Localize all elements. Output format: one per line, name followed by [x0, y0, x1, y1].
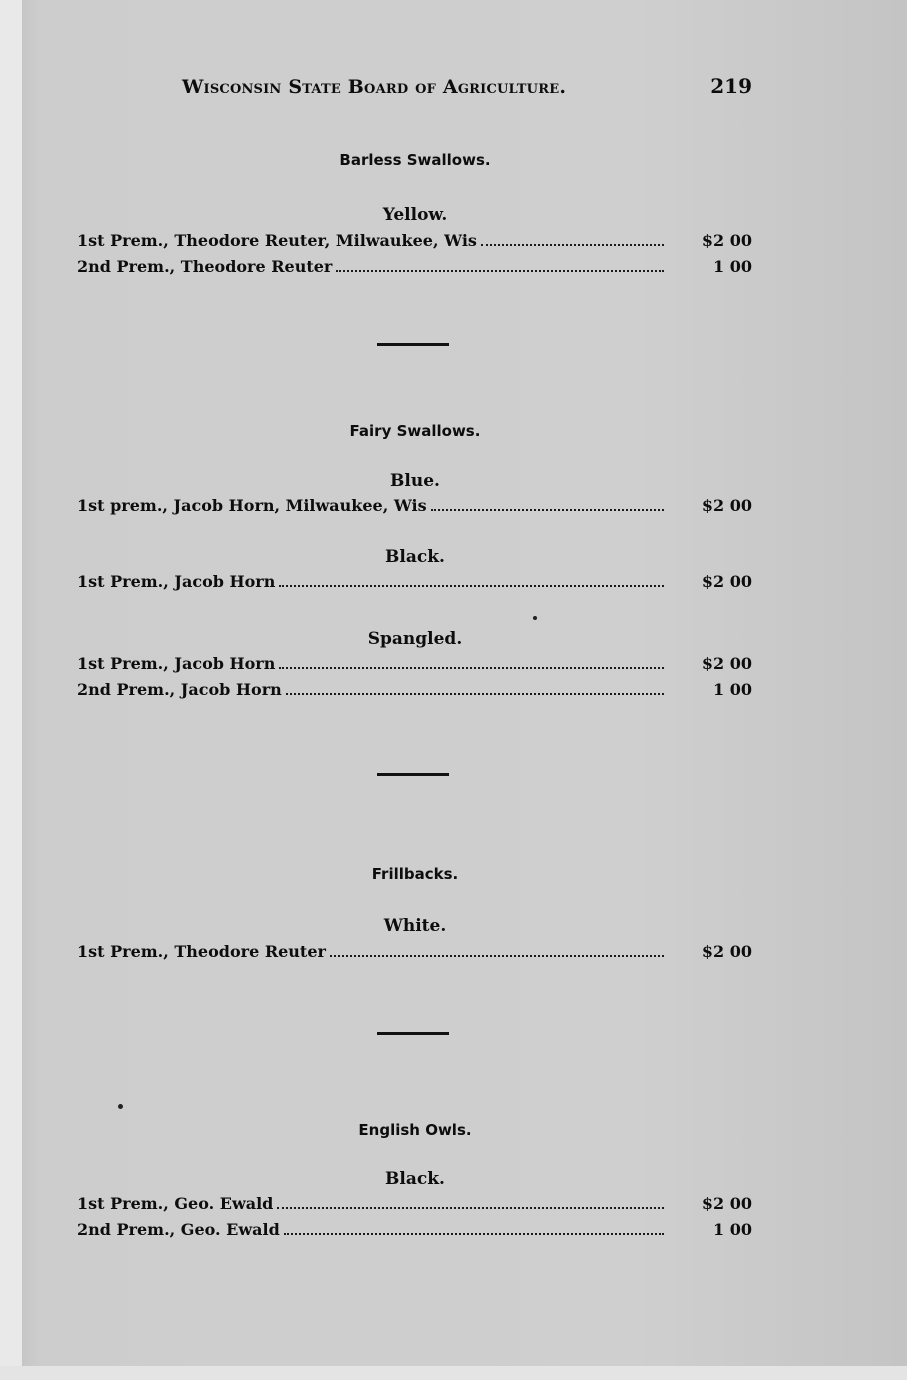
entry-amount: 1 00 — [713, 1220, 752, 1239]
dot-leader — [277, 1207, 664, 1209]
section-title-barless-swallows: Barless Swallows. — [339, 151, 491, 169]
dot-leader — [279, 667, 664, 669]
section-divider — [377, 343, 449, 346]
entry-amount: $2 00 — [701, 1194, 752, 1213]
section-title-english-owls: English Owls. — [358, 1121, 472, 1139]
entry-amount: 1 00 — [713, 257, 752, 276]
entry-text: 2nd Prem., Theodore Reuter — [77, 257, 333, 276]
entry-text: 1st Prem., Theodore Reuter — [77, 942, 326, 961]
variety-heading-spangled: Spangled. — [367, 629, 463, 649]
section-divider — [377, 773, 449, 776]
dot-leader — [286, 693, 664, 695]
premium-entry — [77, 942, 752, 966]
entry-text: 1st Prem., Jacob Horn — [77, 572, 276, 591]
dot-leader — [330, 955, 664, 957]
entry-text: 2nd Prem., Jacob Horn — [77, 680, 282, 699]
dot-leader — [336, 270, 664, 272]
premium-entry — [77, 680, 752, 704]
section-divider — [377, 1032, 449, 1035]
premium-entry — [77, 654, 752, 678]
entry-amount: $2 00 — [701, 572, 752, 591]
premium-entry — [77, 231, 752, 255]
variety-heading-black: Black. — [385, 547, 445, 567]
dot-leader — [279, 585, 664, 587]
ink-speck — [118, 1104, 123, 1109]
running-head — [182, 74, 752, 98]
premium-entry — [77, 257, 752, 281]
variety-heading-white: White. — [383, 916, 447, 936]
entry-amount: 1 00 — [713, 680, 752, 699]
section-title-frillbacks: Frillbacks. — [371, 865, 459, 883]
entry-text: 1st prem., Jacob Horn, Milwaukee, Wis — [77, 496, 427, 515]
dot-leader — [284, 1233, 664, 1235]
page-edge-bottom — [0, 1366, 907, 1380]
section-title-fairy-swallows: Fairy Swallows. — [349, 422, 481, 440]
premium-entry — [77, 1220, 752, 1244]
dot-leader — [431, 509, 664, 511]
entry-text: 1st Prem., Theodore Reuter, Milwaukee, Wis — [77, 231, 477, 250]
entry-amount: $2 00 — [701, 942, 752, 961]
running-title: Wisconsin State Board of Agriculture. — [182, 76, 567, 98]
entry-amount: $2 00 — [701, 231, 752, 250]
variety-heading-yellow: Yellow. — [382, 205, 448, 225]
entry-amount: $2 00 — [701, 654, 752, 673]
premium-entry — [77, 496, 752, 520]
entry-text: 1st Prem., Geo. Ewald — [77, 1194, 274, 1213]
entry-text: 2nd Prem., Geo. Ewald — [77, 1220, 280, 1239]
ink-speck — [533, 616, 537, 620]
entry-text: 1st Prem., Jacob Horn — [77, 654, 276, 673]
premium-entry — [77, 572, 752, 596]
premium-entry — [77, 1194, 752, 1218]
dot-leader — [481, 244, 664, 246]
variety-heading-black: Black. — [385, 1169, 445, 1189]
variety-heading-blue: Blue. — [390, 471, 440, 491]
page-number: 219 — [710, 74, 752, 98]
entry-amount: $2 00 — [701, 496, 752, 515]
